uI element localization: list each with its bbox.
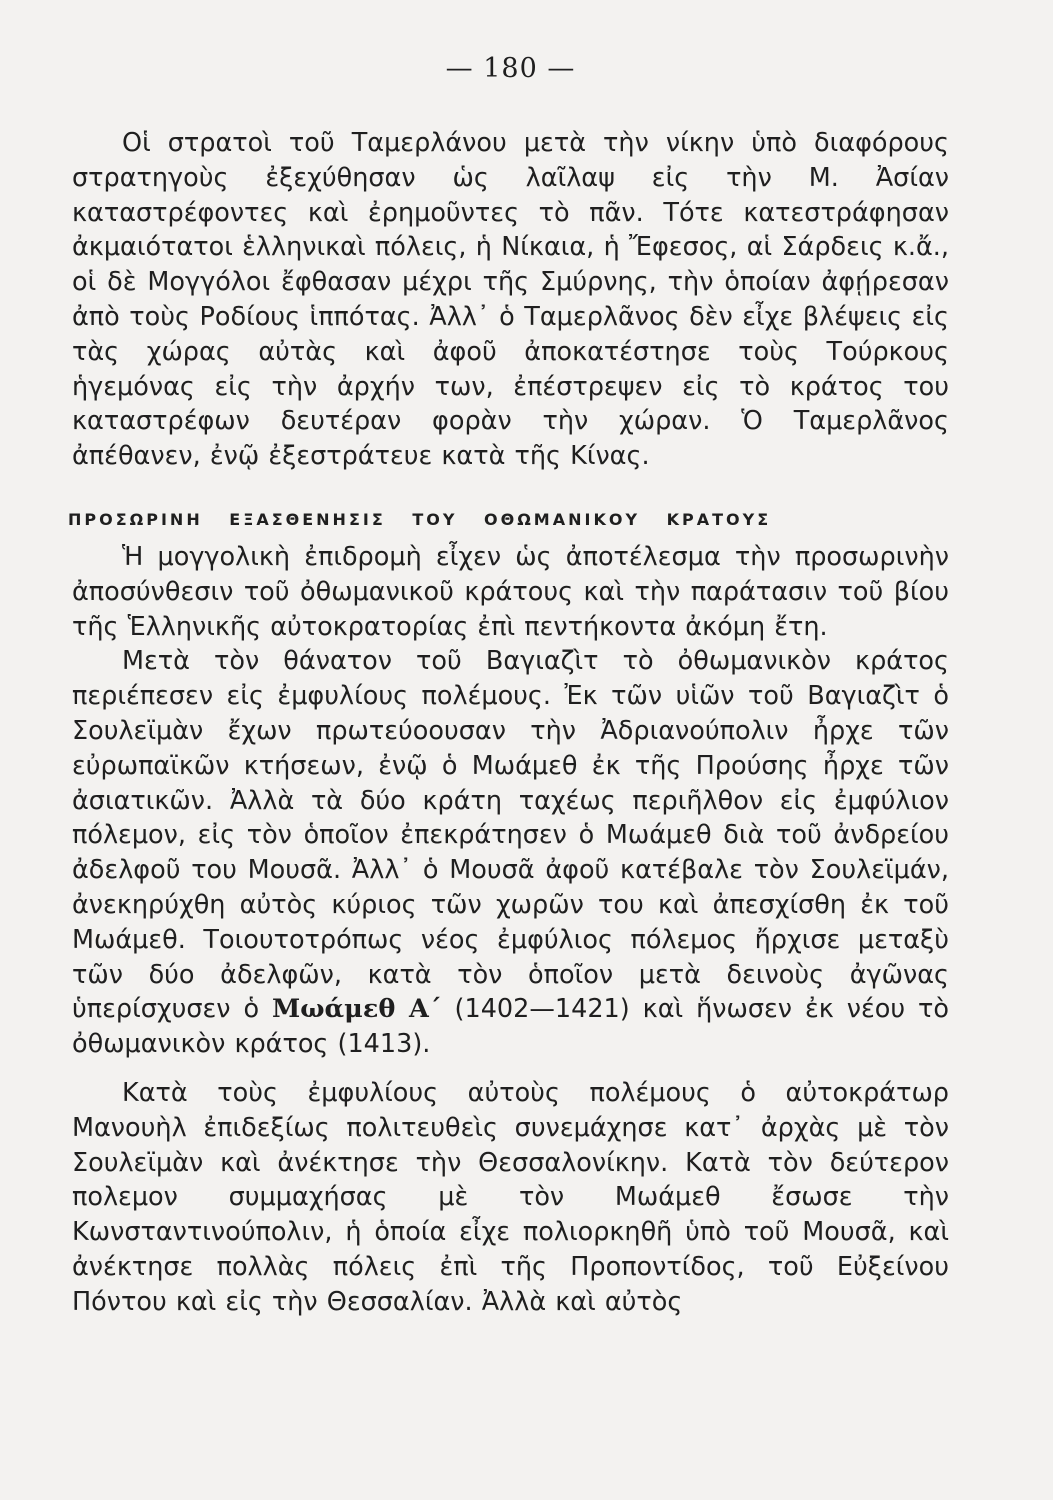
paragraph-tamerlane: Οἱ στρατοὶ τοῦ Ταμερλάνου μετὰ τὴν νίκην ὑπὸ διαφόρους στρατηγοὺς ἐξεχύθησαν ὡς λαῖλαψ εἰς τὴν Μ. Ἀσίαν καταστρέφοντες καὶ ἐρημοῦντες τὸ πᾶν. Τότε κατεστράφησαν ἀκμαιότατοι ἑλληνικαὶ πόλεις, ἡ Νίκαια, ἡ Ἔφεσος, αἱ Σάρδεις κ.ἄ., οἱ δὲ Μογγόλοι ἔφθασαν μέχρι τῆς Σμύρνης, τὴν ὁποίαν ἀφῄρεσαν ἀπὸ τοὺς Ροδίους ἱππότας. Ἀλλ᾽ ὁ Ταμερλᾶνος δὲν εἶχε βλέψεις εἰς τὰς χώρας αὐτὰς καὶ ἀφοῦ ἀποκατέστησε τοὺς Τούρκους ἡγεμόνας εἰς τὴν ἀρχήν των, ἐπέστρεψεν εἰς τὸ κράτος του καταστρέφων δευτέραν φορὰν τὴν χώραν. Ὁ Ταμερλᾶνος ἀπέθανεν, ἐνῷ ἐξεστράτευε κατὰ τῆς Κίνας. — [72, 128, 949, 472]
paragraph-civil-wars-text-2: (1402—1421) καὶ ἥνωσεν ἐκ νέου τὸ ὀθωμανικὸν κράτος (1413). — [72, 994, 950, 1060]
paragraph-gap — [72, 1062, 949, 1076]
page-number: — 180 — — [445, 53, 576, 84]
section-heading: ΠΡΟΣΩΡΙΝΗ ΕΞΑΣΘΕΝΗΣΙΣ ΤΟΥ ΟΘΩΜΑΝΙΚΟΥ ΚΡΑΤΟΥΣ — [68, 509, 772, 529]
mehmed-name-bold: Μωάμεθ Α΄ — [272, 994, 442, 1025]
paragraph-civil-wars — [72, 644, 949, 1062]
paragraph-mongol-invasion: Ἡ μογγολικὴ ἐπιδρομὴ εἶχεν ὡς ἀποτέλεσμα τὴν προσωρινὴν ἀποσύνθεσιν τοῦ ὀθωμανικοῦ κράτους καὶ τὴν παράτασιν τοῦ βίου τῆς Ἑλληνικῆς αὐτοκρατορίας ἐπὶ πεντήκοντα ἀκόμη ἔτη. — [72, 541, 949, 642]
paragraph-manuel: Κατὰ τοὺς ἐμφυλίους αὐτοὺς πολέμους ὁ αὐτοκράτωρ Μανουὴλ ἐπιδεξίως πολιτευθεὶς συνεμάχησε κατ᾽ ἀρχὰς μὲ τὸν Σουλεϊμὰν καὶ ἀνέκτησε τὴν Θεσσαλονίκην. Κατὰ τὸν δεύτερον πολεμον συμμαχήσας μὲ τὸν Μωάμεθ ἔσωσε τὴν Κωνσταντινούπολιν, ἡ ὁποία εἶχε πολιορκηθῆ ὑπὸ τοῦ Μουσᾶ, καὶ ἀνέκτησε πολλὰς πόλεις ἐπὶ τῆς Προποντίδος, τοῦ Εὐξείνου Πόντου καὶ εἰς τὴν Θεσσαλίαν. Ἀλλὰ καὶ αὐτὸς — [72, 1077, 949, 1317]
paragraph-civil-wars-text-1: Μετὰ τὸν θάνατον τοῦ Βαγιαζὶτ τὸ ὀθωμανικὸν κράτος περιέπεσεν εἰς ἐμφυλίους πολέμους. Ἐκ τῶν υἱῶν τοῦ Βαγιαζὶτ ὁ Σουλεϊμὰν ἔχων πρωτεύοουσαν τὴν Ἀδριανούπολιν ἦρχε τῶν εὐρωπαϊκῶν κτήσεων, ἐνῷ ὁ Μωάμεθ ἐκ τῆς Προύσης ἦρχε τῶν ἀσιατικῶν. Ἀλλὰ τὰ δύο κράτη ταχέως περιῆλθον εἰς ἐμφύλιον πόλεμον, εἰς τὸν ὁποῖον ἐπεκράτησεν ὁ Μωάμεθ διὰ τοῦ ἀνδρείου ἀδελφοῦ του Μουσᾶ. Ἀλλ᾽ ὁ Μουσᾶ ἀφοῦ κατέβαλε τὸν Σουλεϊμάν, ἀνεκηρύχθη αὐτὸς κύριος τῶν χωρῶν του καὶ ἀπεσχίσθη ἐκ τοῦ Μωάμεθ. Τοιουτοτρόπως νέος ἐμφύλιος πόλεμος ἤρχισε μεταξὺ τῶν δύο ἀδελφῶν, κατὰ τὸν ὁποῖον μετὰ δεινοὺς ἀγῶνας ὑπερίσχυσεν ὁ — [72, 646, 949, 1025]
